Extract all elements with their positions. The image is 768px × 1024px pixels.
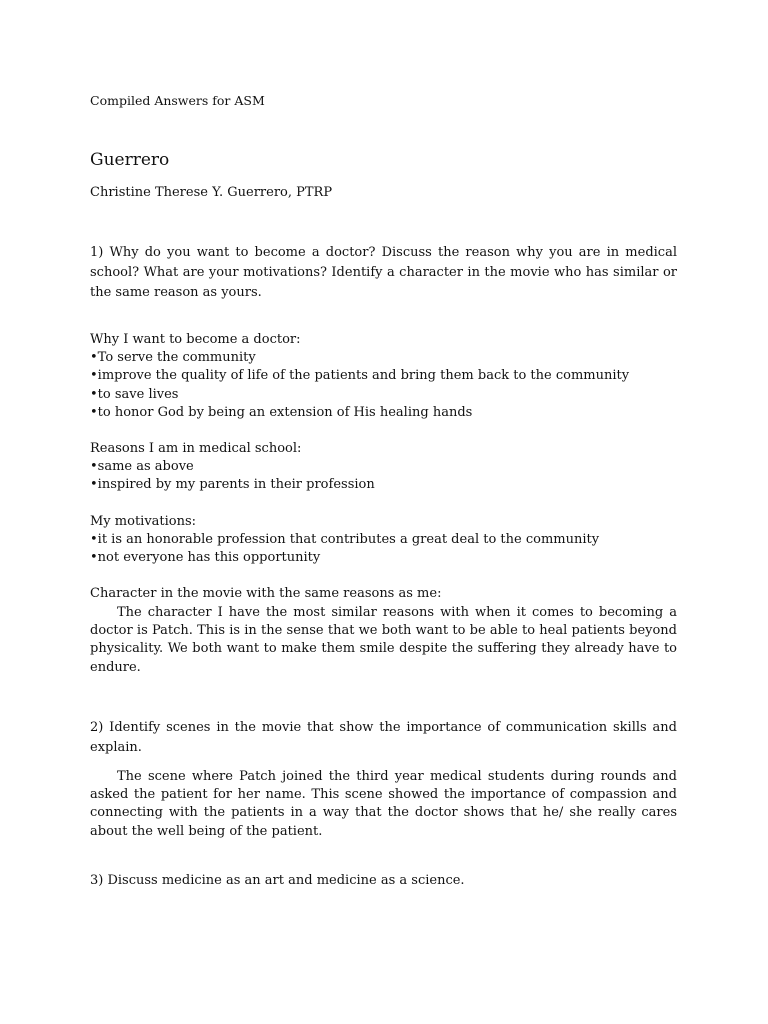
list-item: •to save lives <box>90 386 179 402</box>
character-paragraph: The character I have the most similar reasons with when it comes to becoming a doctor is Patch. This is in the sense that we both want to be able to heal patients beyond physicality. We both want to make them smile despite the suffering they already have to endure. <box>90 605 677 675</box>
list-heading: Why I want to become a doctor: <box>90 332 301 347</box>
question-2-answer: The scene where Patch joined the third year medical students during rounds and asked the patient for her name. This scene showed the importance of compassion and connecting with the patients in a way that the doctor shows that he/ she really cares about the well being of the patient. <box>90 769 677 839</box>
list-item: •improve the quality of life of the patients and bring them back to the community <box>90 368 630 384</box>
list-item: •not everyone has this opportunity <box>90 550 321 566</box>
question-1: 1) Why do you want to become a doctor? Discuss the reason why you are in medical school? What are your motivations? Identify a character in the movie who has similar or the same reason as yours. <box>90 245 677 300</box>
list-item: •it is an honorable profession that contributes a great deal to the community <box>90 532 600 548</box>
document-header: Compiled Answers for ASM <box>90 93 265 108</box>
motivations-list <box>90 513 677 568</box>
reasons-medical-school-list <box>90 440 677 495</box>
list-item: •same as above <box>90 459 194 475</box>
why-become-doctor-list <box>90 331 677 422</box>
author-line: Christine Therese Y. Guerrero, PTRP <box>90 185 333 200</box>
character-heading: Character in the movie with the same reasons as me: <box>90 586 442 601</box>
character-section <box>90 585 677 603</box>
list-heading: My motivations: <box>90 514 197 529</box>
section-name-heading: Guerrero <box>90 150 170 170</box>
list-item: •to honor God by being an extension of His healing hands <box>90 404 473 420</box>
list-item: •inspired by my parents in their profession <box>90 477 375 493</box>
list-heading: Reasons I am in medical school: <box>90 441 302 456</box>
question-2: 2) Identify scenes in the movie that show the importance of communication skills and explain. <box>90 720 677 755</box>
list-item: •To serve the community <box>90 350 256 366</box>
question-3: 3) Discuss medicine as an art and medicine as a science. <box>90 873 465 888</box>
